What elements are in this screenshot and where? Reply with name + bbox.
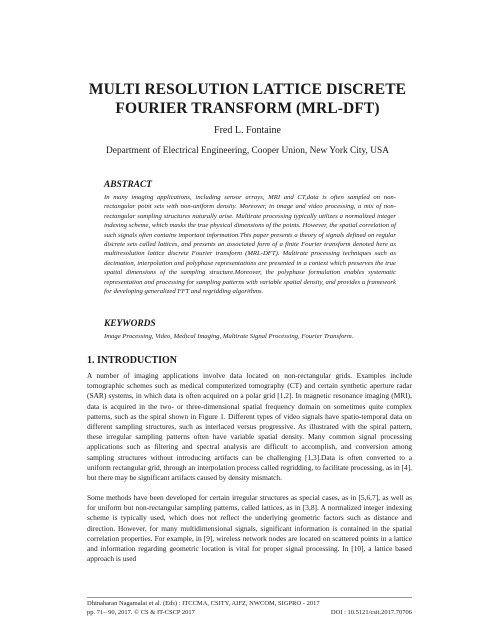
abstract-text: In many imaging applications, including sensor arrays, MRI and CT,data is often sampled on non-rectangular point sets with non-uniform density. Moreover, in image and video processing, a mix of non-rectangular sampling structures naturally arise. Multirate processing typically utilizes a normalized integer indexing scheme, which masks the true physical dimensions of the points. However, the spatial correlation of such signals often contains important information.This paper presents a theory of signals defined on regular discrete sets called lattices, and presents an associated form of a finite Fourier transform denoted here as multiresolution lattice discrete Fourier transform (MRL-DFT). Multirate processing techniques such as decimation, interpolation and polyphase representations are presented in a context which preserves the true spatial dimensions of the sampling structure.Moreover, the polyphase formulation enables systematic representation and processing for sampling patterns with variable spatial density, and provides a framework for developing generalized FFT and regridding algorithms. bbox=[104, 194, 396, 296]
title-line-2: FOURIER TRANSFORM (MRL-DFT) bbox=[115, 100, 380, 117]
intro-paragraph-1: A number of imaging applications involve data located on non-rectangular grids. Examples include tomographic schemes such as medical computerized tomography (CT) and certain synthetic aperture radar (SAR) systems, in which data is often acquired on a polar grid [1,2]. In magnetic resonance imaging (MRI), data is acquired in the two- or three-dimensional spatial frequency domain on sometimes quite complex patterns, such as the spiral shown in Figure 1. Different types of video signals have spatio-temporal data on different sampling structures, such as interlaced versus progressive. As illustrated with the spiral pattern, these irregular sampling patterns often have variable spatial density. Many common signal processing applications such as filtering and spectral analysis are difficult to accomplish, and conversion among sampling structures without introducing artifacts can be challenging [1,3].Data is often converted to a uniform rectangular grid, through an interpolation process called regridding, to facilitate processing, as in [4], but there may be significant artifacts caused by density mismatch. bbox=[87, 371, 412, 483]
intro-paragraph-2: Some methods have been developed for certain irregular structures as special cases, as in [5,6,7], as well as for uniform but non-rectangular sampling patterns, called lattices, as in [3,8]. A normalized integer indexing scheme is typically used, which does not reflect the underlying geometric factors such as distance and direction. However, for many multidimensional signals, significant information is contained in the spatial correlation properties. For example, in [9], wireless network nodes are located on scattered points in a lattice and information regarding geometric location is vital for proper signal processing. In [10], a lattice based approach is used bbox=[87, 493, 412, 564]
section-heading-introduction: 1. INTRODUCTION bbox=[87, 355, 178, 366]
footer-rule bbox=[87, 597, 412, 598]
footer-proceedings: Dhinaharan Nagamalai et al. (Eds) : ITCCMA, CSITY, AIFZ, NWCOM, SIGPRO - 2017 bbox=[87, 600, 320, 607]
keywords-text: Image Processing, Video, Medical Imaging, Multirate Signal Processing, Fourier Transform. bbox=[104, 333, 354, 340]
footer-pages: pp. 71– 90, 2017. © CS & IT-CSCP 2017 bbox=[87, 609, 195, 616]
abstract-heading: ABSTRACT bbox=[104, 180, 152, 190]
paper-title bbox=[40, 80, 455, 118]
author-name: Fred L. Fontaine bbox=[214, 125, 281, 136]
author-affiliation: Department of Electrical Engineering, Cooper Union, New York City, USA bbox=[106, 146, 389, 156]
keywords-heading: KEYWORDS bbox=[104, 319, 156, 329]
footer-doi: DOI : 10.5121/csit.2017.70706 bbox=[330, 609, 412, 616]
title-line-1: MULTI RESOLUTION LATTICE DISCRETE bbox=[88, 81, 407, 98]
